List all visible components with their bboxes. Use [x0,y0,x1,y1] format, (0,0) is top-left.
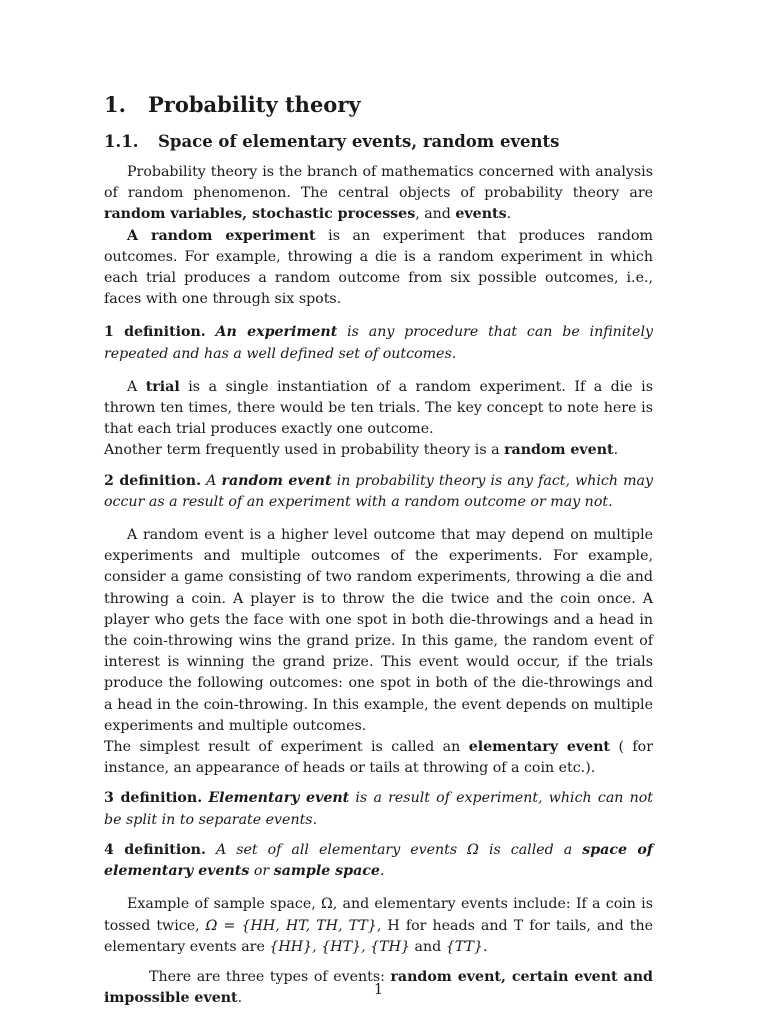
section-title: Probability theory [148,92,361,117]
subsection-heading [104,132,559,151]
bold-term: elementary event [468,739,610,756]
subsection-title: Space of elementary events, random events [158,132,560,151]
math-expression: {TT} [445,938,483,955]
text: There are three types of events: [149,968,391,985]
bold-term: sample space [273,863,380,880]
bold-term: trial [145,378,180,395]
math-expression: {HH}, {HT}, {TH} [269,938,410,955]
text: A [206,472,222,489]
text: is a result of experiment, which can not be split in to separate events. [104,790,653,828]
definition-1 [104,322,653,364]
text: or [249,863,274,880]
text: . [237,990,243,1007]
bold-term: An experiment [215,324,338,341]
section-heading [104,92,361,117]
text: . [379,863,385,880]
text: . [613,442,619,459]
text: A set of all elementary events Ω is called a [215,841,583,858]
text: is a single instantiation of a random experiment. If a die is thrown ten times, there would be ten trials. The key concept to note here is that each trial produces exactly one outcome. [104,378,653,438]
definition-3 [104,788,653,830]
bold-term: random event, certain event and impossible event [104,968,653,1007]
bold-term: Elementary event [208,790,350,807]
paragraph-elementary-event [104,737,653,779]
text: in probability theory is any fact, which may occur as a result of an experiment with a random outcome or may not. [104,472,654,510]
bold-term: random event [504,442,614,459]
page-number: 1 [373,982,384,998]
text: The simplest result of experiment is called an [104,739,469,756]
document-page [104,0,653,1024]
text: A random event is a higher level outcome that may depend on multiple experiments and multiple outcomes of the experiments. For example, consider a game consisting of two random experiments, throwing a die and throwing a coin. A player is to throw the die twice and the coin once. A player who gets the face with one spot in both die-throwings and a head in the coin-throwing wins the grand prize. In this game, the random event of interest is winning the grand prize. This event would occur, if the trials produce the following outcomes: one spot in both of the die-throwings and a head in the coin-throwing. In this example, the event depends on multiple experiments and multiple outcomes. [104,527,653,734]
paragraph-random-experiment [104,226,653,311]
definition-4 [104,840,653,882]
text: Probability theory is the branch of mathematics concerned with analysis of random phenomenon. The central objects of probability theory are [104,164,653,202]
bold-term: random variables, stochastic processes [104,206,416,223]
bold-term: events [455,206,507,223]
text: is an experiment that produces random outcomes. For example, throwing a die is a random experiment in which each trial produces a random outcome from six possible outcomes, i.e., faces with one through six spots. [104,227,654,308]
text: is any procedure that can be infinitely repeated and has a well defined set of outcomes. [104,324,653,362]
text: . [482,938,488,955]
text: and [410,938,446,955]
definition-label: 1 definition. [104,324,206,341]
paragraph-intro [104,162,653,226]
definition-label: 4 definition. [104,841,206,858]
text: ( for instance, an appearance of heads or tails at throwing of a coin etc.). [104,739,653,777]
section-number: 1. [104,92,126,117]
body-text [104,162,653,1009]
paragraph-trial [104,377,653,441]
bold-term: A random experiment [127,227,316,244]
text: . [506,206,512,223]
text: Another term frequently used in probability theory is a [104,442,505,459]
math-expression: Ω = {HH, HT, TH, TT} [205,917,377,934]
definition-label: 2 definition. [104,472,202,489]
text: , and [415,206,456,223]
text: A [127,378,146,395]
paragraph-sample-space-example [104,894,653,958]
text: , H for heads and T for tails, and the elementary events are [104,917,653,955]
definition-2 [104,471,653,513]
paragraph-random-event-intro [104,440,653,461]
paragraph-game-example [104,525,653,737]
definition-label: 3 definition. [104,790,203,807]
subsection-number: 1.1. [104,132,139,151]
bold-term: space of elementary events [104,841,653,880]
bold-term: random event [221,472,332,489]
text: Example of sample space, Ω, and elementary events include: If a coin is tossed twice, [104,896,653,934]
